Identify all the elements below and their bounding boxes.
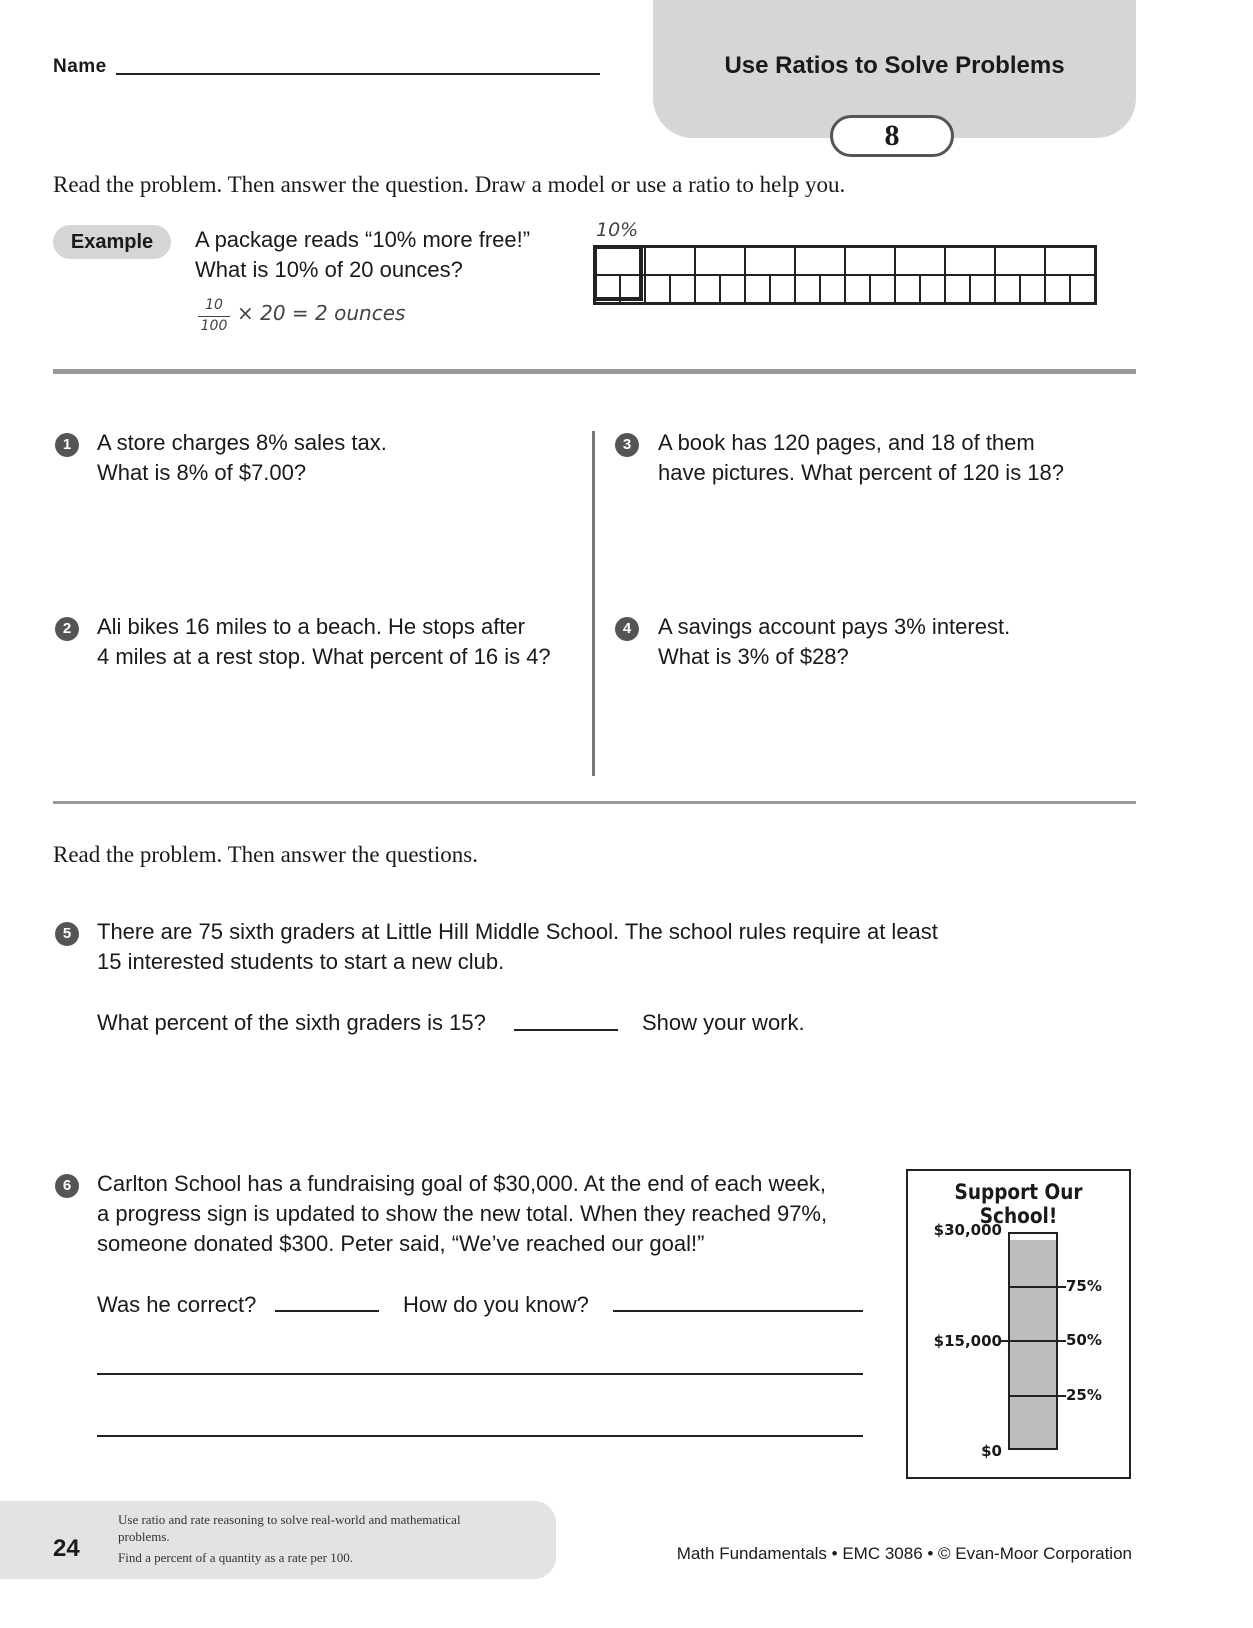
example-work-numerator: 10	[205, 297, 223, 313]
problem-number-4: 4	[615, 617, 639, 641]
page-title: Use Ratios to Solve Problems	[724, 52, 1065, 79]
problem-1-line-2: What is 8% of $7.00?	[97, 460, 307, 485]
example-work-result: × 20 = 2 ounces	[237, 301, 406, 325]
problem-6-line-1: Carlton School has a fundraising goal of $30,000. At the end of each week,	[97, 1171, 826, 1196]
problem-5-answer-line[interactable]	[514, 1029, 618, 1031]
problem-6-answer-line-2[interactable]	[613, 1310, 863, 1312]
lesson-number-badge: 8	[830, 115, 954, 157]
problem-4-line-2: What is 3% of $28?	[658, 644, 849, 669]
fraction-bar	[198, 316, 230, 317]
problem-5-question: What percent of the sixth graders is 15?	[97, 1010, 486, 1035]
problem-5-line-1: There are 75 sixth graders at Little Hill Middle School. The school rules require at least	[97, 919, 938, 944]
section-divider-1	[53, 369, 1136, 374]
problem-number-3: 3	[615, 433, 639, 457]
problem-6-answer-line-1[interactable]	[275, 1310, 379, 1312]
problem-2-line-1: Ali bikes 16 miles to a beach. He stops after	[97, 614, 525, 639]
section-divider-2	[53, 801, 1136, 804]
problem-1-line-1: A store charges 8% sales tax.	[97, 430, 387, 455]
problem-5-line-2: 15 interested students to start a new club.	[97, 949, 505, 974]
problem-5-show-work: Show your work.	[642, 1010, 805, 1035]
sign-pct-50: 50%	[1066, 1331, 1102, 1349]
sign-pct-75: 75%	[1066, 1277, 1102, 1295]
example-badge: Example	[53, 225, 171, 259]
problem-4-line-1: A savings account pays 3% interest.	[658, 614, 1011, 639]
problem-6-question-1: Was he correct?	[97, 1292, 257, 1317]
sign-title: Support Our School!	[954, 1180, 1083, 1228]
column-divider	[592, 431, 595, 776]
sign-pct-25: 25%	[1066, 1386, 1102, 1404]
problem-number-2: 2	[55, 617, 79, 641]
problem-3-line-2: have pictures. What percent of 120 is 18?	[658, 460, 1065, 485]
model-label: 10%	[596, 219, 639, 241]
name-label: Name	[53, 56, 107, 77]
problem-3-line-1: A book has 120 pages, and 18 of them	[658, 430, 1035, 455]
problem-number-6: 6	[55, 1174, 79, 1198]
problem-6-line-2: a progress sign is updated to show the new total. When they reached 97%,	[97, 1201, 828, 1226]
problem-number-1: 1	[55, 433, 79, 457]
instructions-2: Read the problem. Then answer the questions.	[53, 842, 478, 867]
percent-grid-model	[593, 245, 1097, 305]
standard-2: Find a percent of a quantity as a rate per 100.	[118, 1550, 353, 1565]
progress-fill	[1010, 1240, 1056, 1448]
instructions-1: Read the problem. Then answer the question. Draw a model or use a ratio to help you.	[53, 172, 846, 197]
problem-6-answer-line-4[interactable]	[97, 1435, 863, 1437]
example-line-1: A package reads “10% more free!”	[195, 227, 531, 252]
problem-6-answer-line-3[interactable]	[97, 1373, 863, 1375]
sign-label-mid: $15,000	[933, 1332, 1002, 1350]
example-work-denominator: 100	[200, 318, 228, 334]
problem-6-question-2: How do you know?	[403, 1292, 589, 1317]
grid-highlight	[593, 245, 643, 301]
publisher-credit: Math Fundamentals • EMC 3086 • © Evan-Moor Corporation	[676, 1544, 1132, 1563]
tick-75	[1008, 1286, 1066, 1288]
problem-number-5: 5	[55, 922, 79, 946]
problem-2-line-2: 4 miles at a rest stop. What percent of 16 is 4?	[97, 644, 551, 669]
example-line-2: What is 10% of 20 ounces?	[195, 257, 463, 282]
sign-label-bottom: $0	[981, 1442, 1002, 1460]
tick-50	[1000, 1340, 1066, 1342]
problem-6-line-3: someone donated $300. Peter said, “We’ve reached our goal!”	[97, 1231, 705, 1256]
standard-1-cont: problems.	[118, 1529, 170, 1544]
standard-1: Use ratio and rate reasoning to solve real-world and mathematical	[118, 1512, 461, 1527]
tick-25	[1008, 1395, 1066, 1397]
sign-label-top: $30,000	[933, 1221, 1002, 1239]
page-number: 24	[53, 1535, 80, 1562]
name-field-line[interactable]	[116, 73, 600, 75]
